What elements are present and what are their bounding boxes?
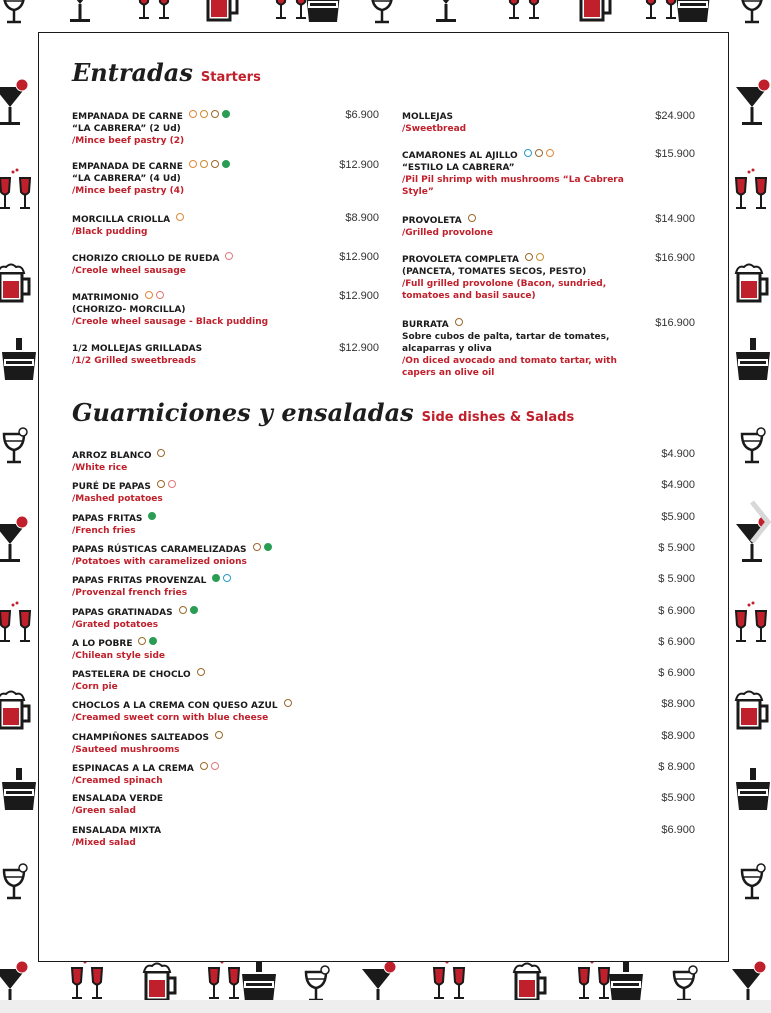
item-price: $8.900 bbox=[661, 698, 695, 710]
item-translation: /Mince beef pastry (4) bbox=[72, 186, 185, 196]
menu-item bbox=[72, 606, 572, 631]
item-name: PROVOLETA bbox=[402, 214, 642, 227]
item-translation: /Mixed salad bbox=[72, 838, 136, 848]
item-price: $8.900 bbox=[661, 730, 695, 742]
item-name: 1/2 MOLLEJAS GRILLADAS bbox=[72, 344, 203, 354]
dietary-badge-icon bbox=[200, 110, 208, 118]
dietary-badge-icon bbox=[536, 253, 544, 261]
dietary-badges bbox=[157, 480, 176, 488]
dietary-badges bbox=[179, 606, 198, 614]
dietary-badge-icon bbox=[211, 110, 219, 118]
item-translation: /Black pudding bbox=[72, 227, 148, 237]
item-price: $12.900 bbox=[339, 290, 379, 302]
menu-item bbox=[72, 160, 382, 197]
section-title: Entradas bbox=[72, 58, 193, 87]
item-description: Sobre cubos de palta, tartar de tomates, bbox=[402, 332, 610, 342]
dietary-badge-icon bbox=[148, 512, 156, 520]
dietary-badge-icon bbox=[211, 762, 219, 770]
dietary-badge-icon bbox=[264, 543, 272, 551]
item-price: $ 6.900 bbox=[658, 667, 695, 679]
item-price: $6.900 bbox=[661, 824, 695, 836]
dietary-badges bbox=[189, 160, 230, 168]
dietary-badges bbox=[253, 543, 272, 551]
item-price: $4.900 bbox=[661, 479, 695, 491]
menu-item bbox=[402, 111, 642, 135]
menu-item bbox=[72, 668, 572, 693]
item-name: PAPAS RÚSTICAS CARAMELIZADAS bbox=[72, 543, 572, 556]
dietary-badge-icon bbox=[189, 160, 197, 168]
dietary-badges bbox=[200, 762, 219, 770]
item-name: CHAMPIÑONES SALTEADOS bbox=[72, 731, 572, 744]
dietary-badge-icon bbox=[546, 149, 554, 157]
dietary-badge-icon bbox=[138, 637, 146, 645]
menu-item bbox=[72, 213, 382, 238]
menu-item bbox=[402, 318, 642, 379]
item-translation: /Creamed spinach bbox=[72, 776, 163, 786]
item-name: “LA CABRERA” (2 Ud) bbox=[72, 124, 181, 134]
dietary-badge-icon bbox=[179, 606, 187, 614]
menu-item bbox=[72, 699, 572, 724]
dietary-badges bbox=[197, 668, 205, 676]
item-price: $6.900 bbox=[345, 109, 379, 121]
dietary-badges bbox=[524, 149, 554, 157]
menu-item bbox=[72, 512, 572, 537]
item-translation: /Sauteed mushrooms bbox=[72, 745, 180, 755]
dietary-badge-icon bbox=[253, 543, 261, 551]
dietary-badge-icon bbox=[149, 637, 157, 645]
dietary-badges bbox=[148, 512, 156, 520]
item-translation: /Grated potatoes bbox=[72, 620, 159, 630]
item-name: PAPAS FRITAS PROVENZAL bbox=[72, 574, 572, 587]
dietary-badges bbox=[225, 252, 233, 260]
dietary-badge-icon bbox=[455, 318, 463, 326]
item-price: $ 6.900 bbox=[658, 605, 695, 617]
item-price: $8.900 bbox=[345, 212, 379, 224]
dietary-badges bbox=[212, 574, 231, 582]
section-subtitle: Starters bbox=[200, 70, 261, 85]
item-translation: /Grilled provolone bbox=[402, 228, 493, 238]
item-translation: /1/2 Grilled sweetbreads bbox=[72, 356, 197, 366]
menu-item bbox=[72, 762, 572, 787]
item-price: $24.900 bbox=[655, 110, 695, 122]
item-name: CAMARONES AL AJILLO bbox=[402, 149, 642, 162]
dietary-badges bbox=[284, 699, 292, 707]
dietary-badge-icon bbox=[222, 110, 230, 118]
item-translation: /Creole wheel sausage - Black pudding bbox=[72, 317, 269, 327]
item-name: “LA CABRERA” (4 Ud) bbox=[72, 174, 181, 184]
dietary-badge-icon bbox=[212, 574, 220, 582]
dietary-badge-icon bbox=[284, 699, 292, 707]
dietary-badge-icon bbox=[189, 110, 197, 118]
dietary-badge-icon bbox=[215, 731, 223, 739]
menu-item bbox=[72, 291, 382, 328]
item-name: CHORIZO CRIOLLO DE RUEDA bbox=[72, 252, 382, 265]
item-name: A LO POBRE bbox=[72, 637, 572, 650]
item-description: alcaparras y oliva bbox=[402, 344, 492, 354]
item-name: PURÉ DE PAPAS bbox=[72, 480, 572, 493]
dietary-badge-icon bbox=[223, 574, 231, 582]
item-price: $12.900 bbox=[339, 159, 379, 171]
item-name: ENSALADA MIXTA bbox=[72, 826, 162, 836]
dietary-badge-icon bbox=[468, 214, 476, 222]
item-name: PAPAS FRITAS bbox=[72, 512, 572, 525]
item-name: ARROZ BLANCO bbox=[72, 449, 572, 462]
item-translation: /Provenzal french fries bbox=[72, 588, 188, 598]
menu-item bbox=[402, 149, 642, 198]
item-translation: /Mince beef pastry (2) bbox=[72, 136, 185, 146]
item-name: ENSALADA VERDE bbox=[72, 794, 164, 804]
dietary-badge-icon bbox=[535, 149, 543, 157]
dietary-badge-icon bbox=[200, 160, 208, 168]
item-name: PROVOLETA COMPLETA bbox=[402, 253, 642, 266]
item-name: EMPANADA DE CARNE bbox=[72, 160, 382, 173]
item-name: EMPANADA DE CARNE bbox=[72, 110, 382, 123]
item-translation: /Mashed potatoes bbox=[72, 494, 163, 504]
next-page-chevron-icon[interactable] bbox=[748, 500, 771, 544]
item-price: $14.900 bbox=[655, 213, 695, 225]
item-name: “ESTILO LA CABRERA” bbox=[402, 163, 515, 173]
item-translation: /Creamed sweet corn with blue cheese bbox=[72, 713, 269, 723]
dietary-badge-icon bbox=[176, 213, 184, 221]
starters-header bbox=[72, 58, 261, 87]
dietary-badge-icon bbox=[197, 668, 205, 676]
item-translation: /Green salad bbox=[72, 806, 136, 816]
item-translation: /Sweetbread bbox=[402, 124, 467, 134]
item-price: $ 5.900 bbox=[658, 573, 695, 585]
dietary-badges bbox=[189, 110, 230, 118]
item-translation: capers an olive oil bbox=[402, 368, 495, 378]
dietary-badge-icon bbox=[222, 160, 230, 168]
item-price: $ 6.900 bbox=[658, 636, 695, 648]
item-price: $4.900 bbox=[661, 448, 695, 460]
item-price: $ 5.900 bbox=[658, 542, 695, 554]
dietary-badges bbox=[455, 318, 463, 326]
item-name: ESPINACAS A LA CREMA bbox=[72, 762, 572, 775]
dietary-badges bbox=[157, 449, 165, 457]
dietary-badge-icon bbox=[225, 252, 233, 260]
dietary-badge-icon bbox=[525, 253, 533, 261]
dietary-badge-icon bbox=[211, 160, 219, 168]
item-translation: /Potatoes with caramelized onions bbox=[72, 557, 247, 567]
menu-item bbox=[72, 543, 572, 568]
item-translation: /White rice bbox=[72, 463, 128, 473]
item-name: MORCILLA CRIOLLA bbox=[72, 213, 382, 226]
item-price: $12.900 bbox=[339, 251, 379, 263]
sides-header bbox=[72, 398, 574, 427]
item-description: (PANCETA, TOMATES SECOS, PESTO) bbox=[402, 267, 587, 277]
item-translation: /Chilean style side bbox=[72, 651, 166, 661]
menu-item bbox=[402, 214, 642, 239]
item-name: MATRIMONIO bbox=[72, 291, 382, 304]
item-name: CHOCLOS A LA CREMA CON QUESO AZUL bbox=[72, 699, 572, 712]
dietary-badge-icon bbox=[156, 291, 164, 299]
item-price: $16.900 bbox=[655, 317, 695, 329]
item-translation: /Corn pie bbox=[72, 682, 118, 692]
dietary-badge-icon bbox=[145, 291, 153, 299]
item-price: $ 8.900 bbox=[658, 761, 695, 773]
dietary-badges bbox=[176, 213, 184, 221]
item-name: PAPAS GRATINADAS bbox=[72, 606, 572, 619]
item-price: $5.900 bbox=[661, 511, 695, 523]
item-price: $5.900 bbox=[661, 792, 695, 804]
dietary-badge-icon bbox=[157, 449, 165, 457]
item-translation: /French fries bbox=[72, 526, 136, 536]
dietary-badge-icon bbox=[168, 480, 176, 488]
menu-item bbox=[72, 793, 572, 817]
item-name: (CHORIZO- MORCILLA) bbox=[72, 305, 186, 315]
item-name: BURRATA bbox=[402, 318, 642, 331]
menu-item bbox=[72, 574, 572, 599]
item-translation: /Pil Pil shrimp with mushrooms “La Cabrera bbox=[402, 175, 624, 185]
dietary-badge-icon bbox=[190, 606, 198, 614]
section-subtitle: Side dishes & Salads bbox=[421, 410, 575, 425]
item-name: MOLLEJAS bbox=[402, 112, 454, 122]
dietary-badges bbox=[215, 731, 223, 739]
item-translation: Style” bbox=[402, 187, 434, 197]
item-price: $15.900 bbox=[655, 148, 695, 160]
bottom-strip bbox=[0, 1000, 771, 1013]
menu-item bbox=[72, 449, 572, 474]
menu-item bbox=[72, 252, 382, 277]
dietary-badges bbox=[525, 253, 544, 261]
section-title: Guarniciones y ensaladas bbox=[72, 398, 414, 427]
dietary-badges bbox=[468, 214, 476, 222]
item-name: PASTELERA DE CHOCLO bbox=[72, 668, 572, 681]
dietary-badges bbox=[145, 291, 164, 299]
menu-item bbox=[72, 110, 382, 147]
item-translation: /Full grilled provolone (Bacon, sundried, bbox=[402, 279, 607, 289]
dietary-badge-icon bbox=[200, 762, 208, 770]
item-price: $12.900 bbox=[339, 342, 379, 354]
menu-item bbox=[72, 480, 572, 505]
menu-item bbox=[72, 825, 572, 849]
item-translation: /Creole wheel sausage bbox=[72, 266, 186, 276]
menu-item bbox=[72, 637, 572, 662]
item-price: $16.900 bbox=[655, 252, 695, 264]
item-translation: /On diced avocado and tomato tartar, with bbox=[402, 356, 617, 366]
item-translation: tomatoes and basil sauce) bbox=[402, 291, 536, 301]
dietary-badges bbox=[138, 637, 157, 645]
menu-item bbox=[72, 731, 572, 756]
menu-item bbox=[402, 253, 642, 302]
menu-item bbox=[72, 343, 382, 367]
dietary-badge-icon bbox=[157, 480, 165, 488]
dietary-badge-icon bbox=[524, 149, 532, 157]
